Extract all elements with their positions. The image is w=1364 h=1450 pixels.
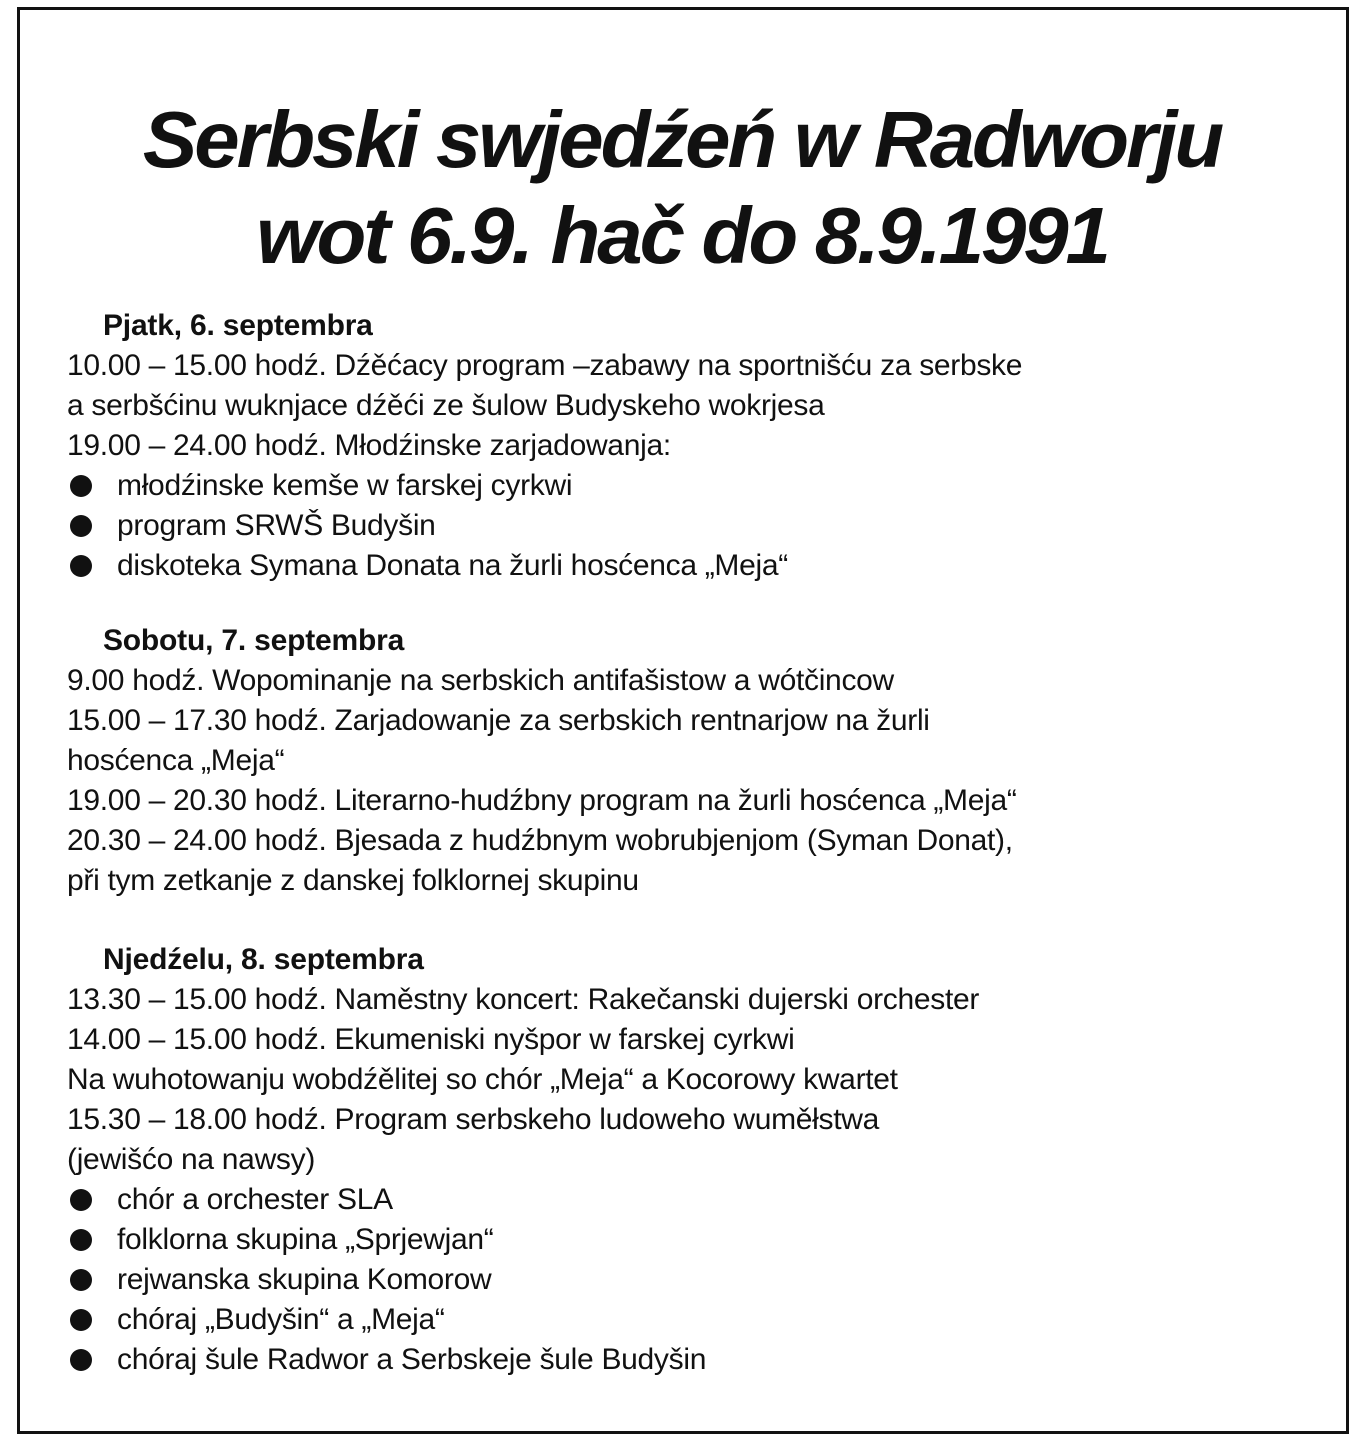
- schedule-line: 19.00 – 24.00 hodź. Młodźinske zarjadowanja:: [67, 429, 671, 462]
- bullet-icon: [70, 555, 92, 577]
- list-item-label: folklorna skupina „Sprjewjan“: [117, 1223, 494, 1256]
- schedule-line: 10.00 – 15.00 hodź. Dźěćacy program –zabawy na sportnišću za serbske: [67, 349, 1023, 382]
- schedule-line: 19.00 – 20.30 hodź. Literarno-hudźbny program na žurli hosćenca „Meja“: [67, 784, 1017, 817]
- schedule-line: hosćenca „Meja“: [67, 744, 285, 777]
- day-section-sunday: [67, 940, 1317, 1380]
- bullet-icon: [70, 1189, 92, 1211]
- list-item: [67, 1220, 1317, 1260]
- schedule-line: 13.30 – 15.00 hodź. Naměstny koncert: Rakečanski dujerski orchester: [67, 983, 980, 1016]
- day-heading: Njedźelu, 8. septembra: [103, 943, 424, 976]
- list-item: [67, 546, 1317, 586]
- schedule-line: 14.00 – 15.00 hodź. Ekumeniski nyšpor w farskej cyrkwi: [67, 1023, 795, 1056]
- bullet-icon: [70, 1309, 92, 1331]
- bullet-icon: [70, 475, 92, 497]
- list-item-label: chóraj „Budyšin“ a „Meja“: [117, 1303, 445, 1336]
- list-item-label: diskoteka Symana Donata na žurli hosćenca „Meja“: [117, 549, 788, 582]
- headline-line-1: Serbski swjedźeń w Radworju: [142, 95, 1222, 184]
- list-item-label: rejwanska skupina Komorow: [117, 1263, 492, 1296]
- schedule-line: 15.30 – 18.00 hodź. Program serbskeho ludoweho wuměłstwa: [67, 1103, 880, 1136]
- day-heading: Pjatk, 6. septembra: [103, 309, 373, 342]
- list-item: [67, 1260, 1317, 1300]
- list-item: [67, 466, 1317, 506]
- list-item-label: chóraj šule Radwor a Serbskeje šule Budyšin: [117, 1343, 707, 1376]
- list-item-label: młodźinske kemše w farskej cyrkwi: [117, 469, 573, 502]
- schedule-line: a serbšćinu wuknjace dźěći ze šulow Budyskeho wokrjesa: [67, 389, 825, 422]
- list-item: [67, 1300, 1317, 1340]
- headline-line-2: wot 6.9. hač do 8.9.1991: [256, 191, 1108, 280]
- bullet-icon: [70, 1269, 92, 1291]
- bullet-icon: [70, 515, 92, 537]
- day-heading: Sobotu, 7. septembra: [103, 624, 405, 657]
- list-item: [67, 1340, 1317, 1380]
- schedule-line: 9.00 hodź. Wopominanje na serbskich antifašistow a wótčincow: [67, 664, 894, 697]
- list-item: [67, 1180, 1317, 1220]
- list-item-label: program SRWŠ Budyšin: [117, 509, 436, 542]
- bullet-icon: [70, 1349, 92, 1371]
- schedule-line: při tym zetkanje z danskej folklornej skupinu: [67, 864, 639, 897]
- schedule-line: 15.00 – 17.30 hodź. Zarjadowanje za serbskich rentnarjow na žurli: [67, 704, 930, 737]
- schedule-line: 20.30 – 24.00 hodź. Bjesada z hudźbnym wobrubjenjom (Syman Donat),: [67, 824, 1013, 857]
- day-section-saturday: [67, 621, 1317, 901]
- list-item: [67, 506, 1317, 546]
- bullet-icon: [70, 1229, 92, 1251]
- list-item-label: chór a orchester SLA: [117, 1183, 393, 1216]
- schedule-line: (jewišćo na nawsy): [67, 1143, 316, 1176]
- schedule-line: Na wuhotowanju wobdźělitej so chór „Meja“ a Kocorowy kwartet: [67, 1063, 898, 1096]
- day-section-friday: [67, 306, 1317, 586]
